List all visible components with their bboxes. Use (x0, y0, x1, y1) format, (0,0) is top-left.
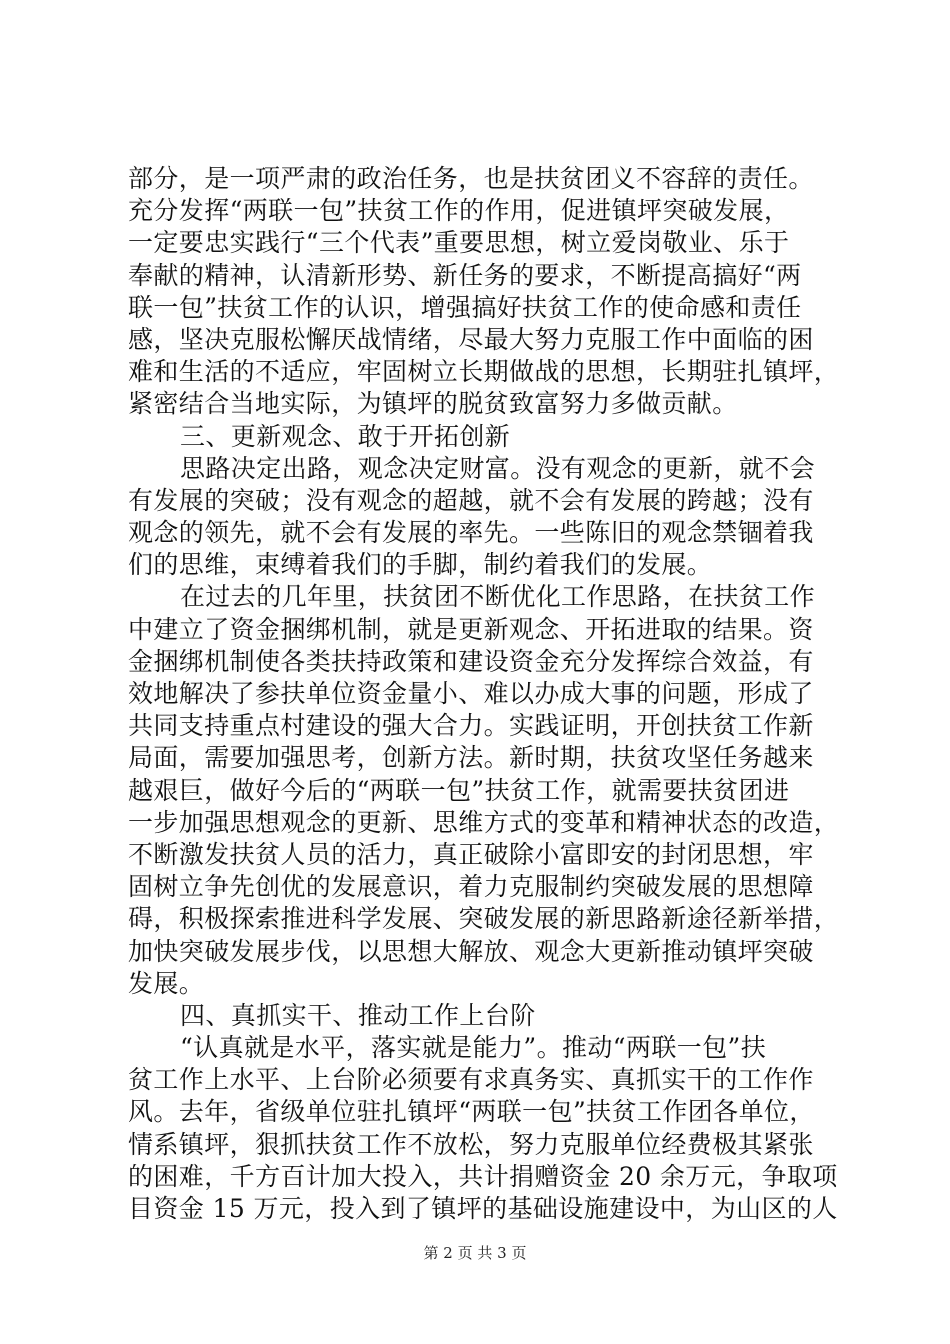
text-line: 固树立争先创优的发展意识，着力克服制约突破发展的思想障 (128, 872, 814, 902)
text-line: 有发展的突破；没有观念的超越，就不会有发展的跨越；没有 (128, 485, 814, 515)
text-line: 共同支持重点村建设的强大合力。实践证明，开创扶贫工作新 (128, 711, 814, 741)
text-line: 一步加强思想观念的更新、思维方式的变革和精神状态的改造， (128, 807, 840, 837)
text-line: 难和生活的不适应，牢固树立长期做战的思想，长期驻扎镇坪， (128, 357, 840, 387)
text-line: 感，坚决克服松懈厌战情绪，尽最大努力克服工作中面临的困 (128, 324, 814, 354)
text-line: 情系镇坪，狠抓扶贫工作不放松，努力克服单位经费极其紧张 (128, 1129, 814, 1159)
text-line: “认真就是水平，落实就是能力”。推动“两联一包”扶 (180, 1033, 767, 1063)
text-line: 局面，需要加强思考，创新方法。新时期，扶贫攻坚任务越来 (128, 743, 814, 773)
text-line: 目资金 15 万元，投入到了镇坪的基础设施建设中，为山区的人 (128, 1194, 838, 1223)
text-line: 一定要忠实践行“三个代表”重要思想，树立爱岗敬业、乐于 (128, 228, 790, 258)
text-line: 贫工作上水平、上台阶必须要有求真务实、真抓实干的工作作 (128, 1065, 814, 1095)
text-line: 三、更新观念、敢于开拓创新 (180, 421, 511, 451)
text-line: 金捆绑机制使各类扶持政策和建设资金充分发挥综合效益，有 (128, 646, 814, 676)
text-line: 联一包”扶贫工作的认识，增强搞好扶贫工作的使命感和责任 (128, 292, 802, 322)
text-line: 中建立了资金捆绑机制，就是更新观念、开拓进取的结果。资 (128, 614, 814, 644)
text-line: 效地解决了参扶单位资金量小、难以办成大事的问题，形成了 (128, 679, 814, 708)
text-line: 四、真抓实干、推动工作上台阶 (180, 1000, 536, 1030)
text-line: 们的思维，束缚着我们的手脚，制约着我们的发展。 (128, 550, 713, 580)
text-line: 在过去的几年里，扶贫团不断优化工作思路，在扶贫工作 (180, 582, 816, 612)
page-footer: 第 2 页 共 3 页 (423, 1244, 527, 1262)
text-line: 风。去年，省级单位驻扎镇坪“两联一包”扶贫工作团各单位， (128, 1097, 815, 1127)
text-line: 加快突破发展步伐，以思想大解放、观念大更新推动镇坪突破 (128, 936, 814, 966)
text-line: 思路决定出路，观念决定财富。没有观念的更新，就不会 (180, 453, 816, 483)
text-line: 的困难，千方百计加大投入，共计捐赠资金 20 余万元，争取项 (128, 1161, 838, 1191)
text-line: 发展。 (128, 968, 205, 998)
text-line: 碍，积极探索推进科学发展、突破发展的新思路新途径新举措， (128, 904, 840, 934)
text-line: 越艰巨，做好今后的“两联一包”扶贫工作，就需要扶贫团进 (128, 775, 790, 805)
text-line: 不断激发扶贫人员的活力，真正破除小富即安的封闭思想，牢 (128, 839, 814, 869)
text-line: 部分，是一项严肃的政治任务，也是扶贫团义不容辞的责任。 (128, 164, 814, 193)
document-body (128, 163, 840, 1225)
text-line: 紧密结合当地实际，为镇坪的脱贫致富努力多做贡献。 (128, 389, 738, 419)
text-line: 充分发挥“两联一包”扶贫工作的作用，促进镇坪突破发展， (128, 196, 790, 226)
text-line: 奉献的精神，认清新形势、新任务的要求，不断提高搞好“两 (128, 260, 802, 290)
text-line: 观念的领先，就不会有发展的率先。一些陈旧的观念禁锢着我 (128, 518, 814, 548)
